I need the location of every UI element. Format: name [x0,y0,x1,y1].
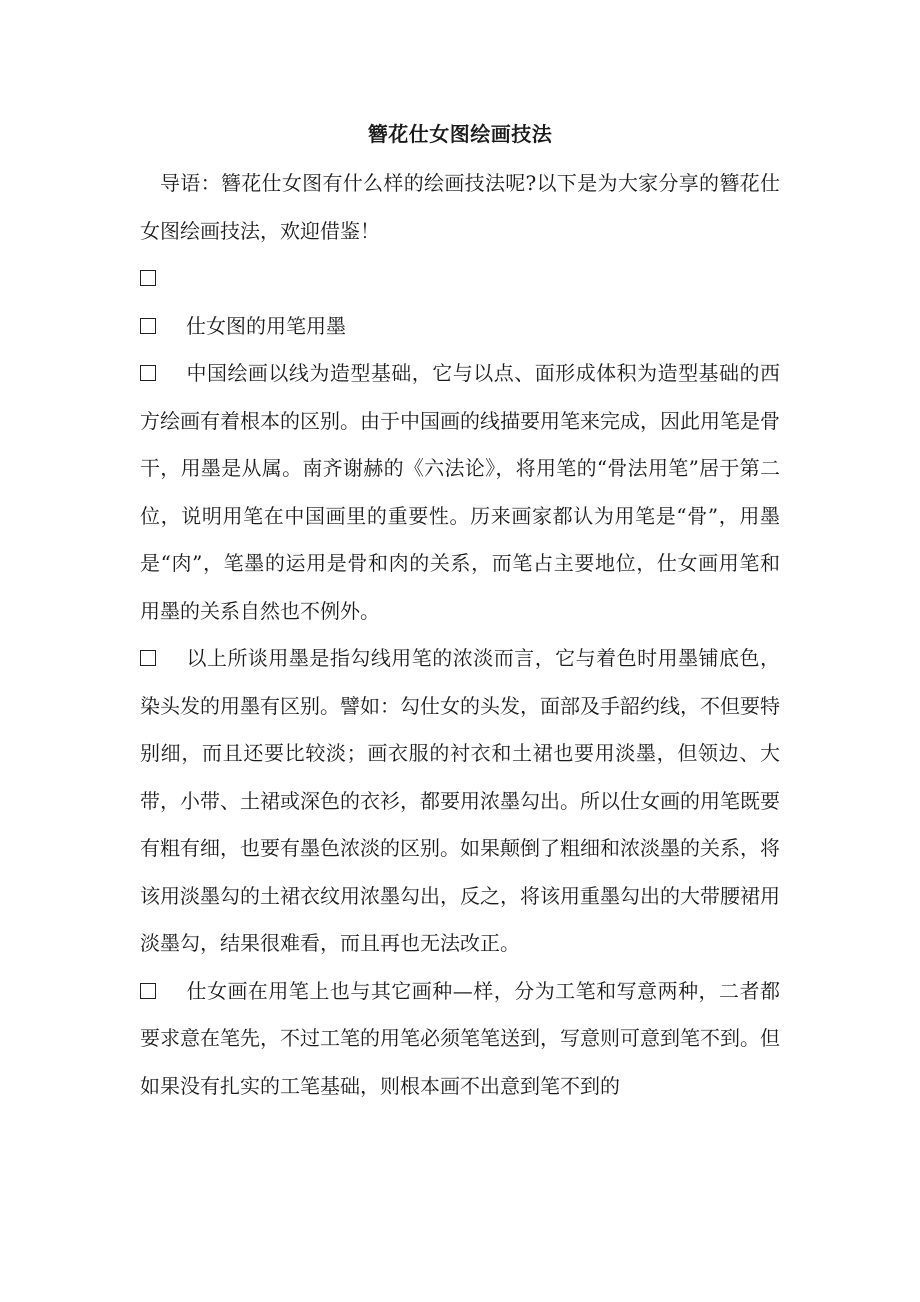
paragraph-text: 导语：簪花仕女图有什么样的绘画技法呢?以下是为大家分享的簪花仕女图绘画技法，欢迎借鉴！ [140,171,780,243]
intro-paragraph [140,160,780,255]
body-paragraph [140,350,780,635]
checkbox-square-icon [140,318,156,334]
paragraph-text: 仕女画在用笔上也与其它画种—样，分为工笔和写意两种，二者都要求意在笔先，不过工笔的用笔必须笔笔送到，写意则可意到笔不到。但如果没有扎实的工笔基础，则根本画不出意到笔不到的 [140,978,780,1098]
checkbox-square-icon [140,983,156,999]
section-heading [140,303,780,351]
paragraph-text: 以上所谈用墨是指勾线用笔的浓淡而言，它与着色时用墨铺底色，染头发的用墨有区别。譬如：勾仕女的头发，面部及手韶约线，不但要特别细，而且还要比较淡；画衣服的衬衣和土裙也要用淡墨，但领边、大带，小带、土裙或深色的衣衫，都要用浓墨勾出。所以仕女画的用笔既要有粗有细，也要有墨色浓淡的区别。如果颠倒了粗细和浓淡墨的关系，将该用淡墨勾的土裙衣纹用浓墨勾出，反之，将该用重墨勾出的大带腰裙用淡墨勾，结果很难看，而且再也无法改正。 [140,646,780,955]
checkbox-square-icon [140,365,156,381]
document-body [140,160,780,1110]
checkbox-square-icon [140,270,156,286]
body-paragraph [140,635,780,968]
paragraph-text: 仕女图的用笔用墨 [186,313,346,338]
empty-paragraph [140,255,780,303]
paragraph-text: 中国绘画以线为造型基础，它与以点、面形成体积为造型基础的西方绘画有着根本的区别。由于中国画的线描要用笔来完成，因此用笔是骨干，用墨是从属。南齐谢赫的《六法论》，将用笔的“骨法用笔”居于第二位，说明用笔在中国画里的重要性。历来画家都认为用笔是“骨”，用墨是“肉”，笔墨的运用是骨和肉的关系，而笔占主要地位，仕女画用笔和用墨的关系自然也不例外。 [140,361,780,623]
body-paragraph [140,968,780,1111]
checkbox-square-icon [140,650,156,666]
document-title: 簪花仕女图绘画技法 [367,122,553,146]
